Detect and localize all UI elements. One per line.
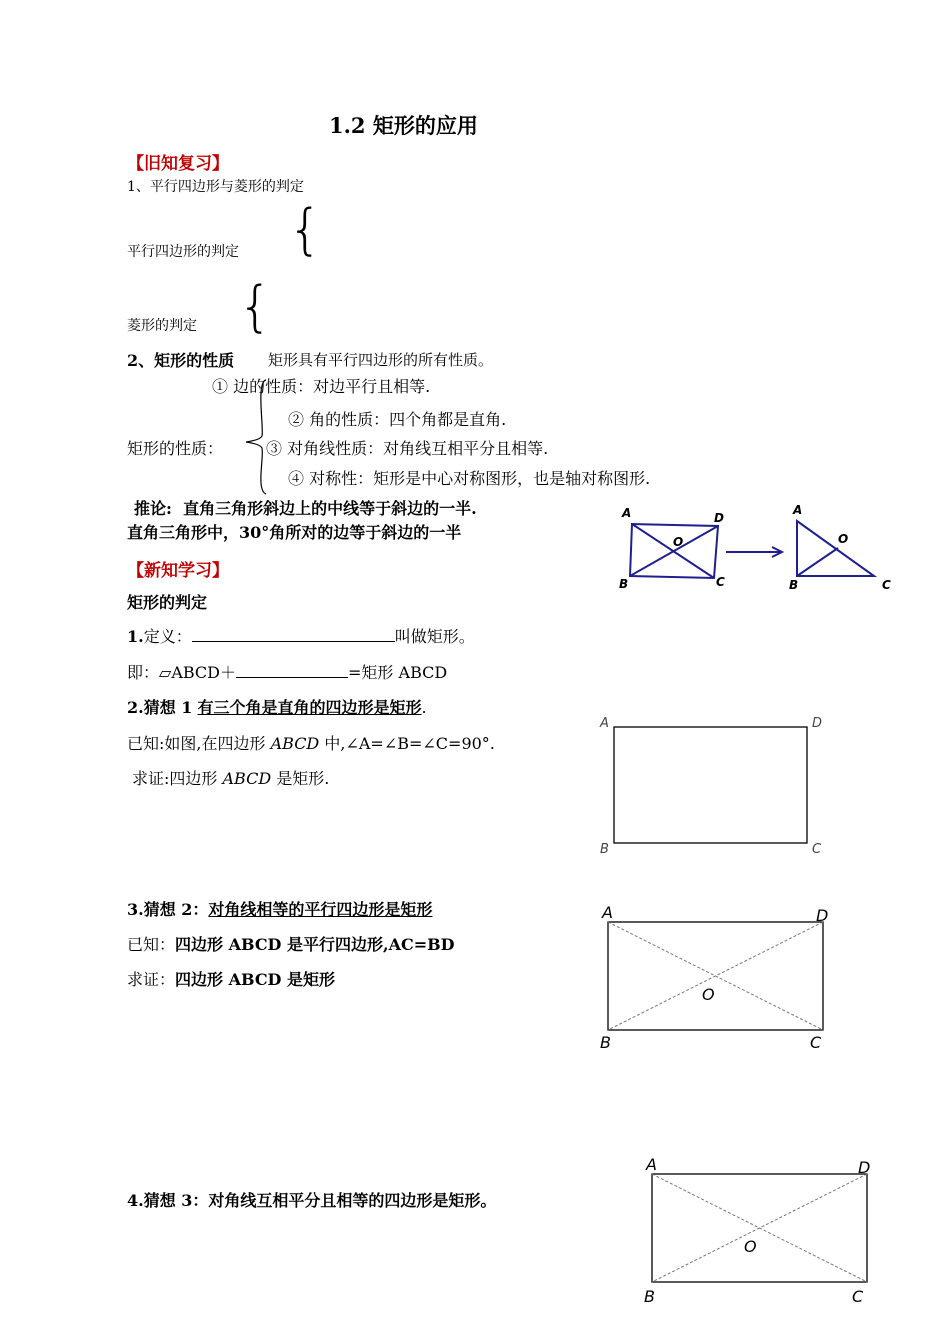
rectangle-shape	[614, 727, 807, 843]
corollary-label: 推论:	[134, 499, 172, 518]
definition-prefix: 定义：	[143, 627, 192, 646]
guess-1-prove-b: 是矩形.	[276, 769, 330, 788]
guess-1-number: 2.猜想 1	[127, 698, 193, 717]
left-brace-icon: {	[238, 275, 273, 338]
label-o: O	[744, 1237, 757, 1256]
guess-1-known-abcd: ABCD	[270, 734, 320, 753]
review-item-1: 1、平行四边形与菱形的判定	[127, 179, 304, 195]
parallelogram-criteria-label: 平行四边形的判定	[127, 244, 239, 260]
ie-prefix: 即：	[127, 663, 160, 682]
guess-3-number: 4.	[127, 1191, 144, 1210]
corollary-30-degree: 直角三角形中，30°角所对的边等于斜边的一半	[127, 523, 462, 542]
ie-parallelogram: ▱ABCD＋	[159, 663, 237, 682]
guess-1-prove-a: 求证:四边形	[132, 769, 218, 788]
guess-2-number: 3.猜想 2：	[127, 900, 209, 919]
new-learning-header: 【新知学习】	[127, 561, 229, 581]
guess-1-dot: .	[421, 698, 427, 717]
label-c: C	[852, 1287, 864, 1306]
definition-blank[interactable]	[192, 625, 395, 642]
label-a: A	[622, 506, 632, 520]
label-a: A	[646, 1155, 657, 1174]
label-b: B	[600, 1033, 611, 1052]
label-b: B	[619, 577, 629, 591]
guess-2-prove-text: 四边形 ABCD 是矩形	[175, 970, 336, 989]
label-b: B	[789, 578, 799, 592]
properties-label: 矩形的性质：	[127, 439, 224, 458]
left-brace-icon: {	[288, 198, 323, 261]
guess-1-known-b: 中,∠A=∠B=∠C=90°.	[324, 734, 495, 753]
guess-1-text: 有三个角是直角的四边形是矩形	[197, 698, 422, 717]
guess-2-known-text: 四边形 ABCD 是平行四边形,AC=BD	[175, 935, 455, 954]
definition-suffix: 叫做矩形。	[394, 627, 475, 646]
label-o: O	[702, 985, 715, 1004]
guess-1-figure	[594, 710, 834, 860]
ie-suffix: =矩形 ABCD	[348, 663, 448, 682]
label-o: O	[838, 532, 849, 546]
label-d: D	[714, 511, 724, 525]
guess-2-text: 对角线相等的平行四边形是矩形	[208, 900, 433, 919]
guess-3-figure	[640, 1152, 886, 1308]
label-b: B	[644, 1287, 655, 1306]
property-2: ② 角的性质：四个角都是直角.	[288, 410, 507, 429]
label-c: C	[812, 842, 822, 857]
label-a: A	[600, 716, 609, 731]
property-1: ① 边的性质：对边平行且相等.	[212, 377, 431, 396]
diagonal-bd	[630, 526, 718, 576]
brace-icon	[242, 378, 272, 496]
label-c: C	[716, 575, 725, 589]
rhombus-criteria-label: 菱形的判定	[127, 318, 197, 334]
properties-heading: 2、矩形的性质	[127, 351, 235, 370]
label-c: C	[882, 578, 891, 592]
review-header: 【旧知复习】	[127, 154, 229, 174]
guess-3-text: 猜想 3：对角线互相平分且相等的四边形是矩形。	[143, 1191, 497, 1210]
property-3: ③ 对角线性质：对角线互相平分且相等.	[266, 439, 549, 458]
label-a: A	[602, 903, 613, 922]
properties-note: 矩形具有平行四边形的所有性质。	[268, 351, 494, 369]
guess-2-prove-label: 求证：	[127, 970, 176, 989]
label-b: B	[600, 842, 609, 857]
guess-2-known-label: 已知：	[127, 935, 176, 954]
rectangle-to-triangle-figure	[612, 500, 902, 592]
guess-1-known-a: 已知:如图,在四边形	[127, 734, 266, 753]
guess-2-figure	[596, 900, 842, 1056]
label-d: D	[858, 1158, 871, 1177]
property-4: ④ 对称性：矩形是中心对称图形，也是轴对称图形.	[288, 469, 651, 488]
criteria-subheading: 矩形的判定	[127, 593, 208, 612]
page-title: 1.2 矩形的应用	[329, 113, 478, 138]
corollary-text: 直角三角形斜边上的中线等于斜边的一半.	[183, 499, 477, 518]
label-a: A	[793, 503, 803, 517]
guess-1-prove-abcd: ABCD	[222, 769, 272, 788]
label-o: O	[673, 535, 684, 549]
median-line	[797, 548, 838, 576]
label-d: D	[816, 906, 829, 925]
label-d: D	[812, 716, 823, 731]
ie-blank[interactable]	[236, 661, 348, 678]
label-c: C	[810, 1033, 822, 1052]
definition-number: 1.	[127, 627, 144, 646]
